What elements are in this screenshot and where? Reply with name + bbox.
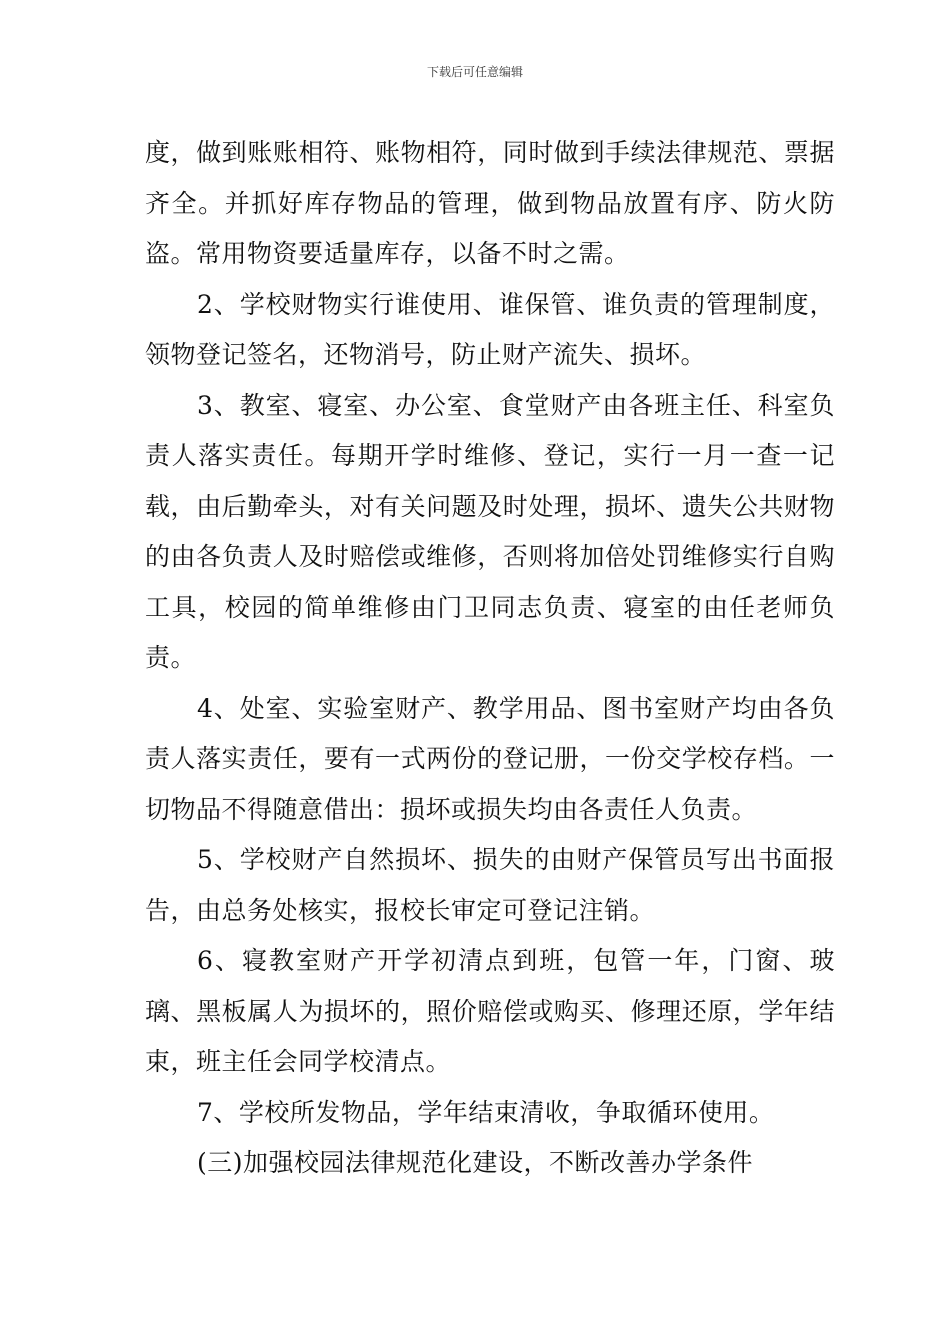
section-heading: (三)加强校园法律规范化建设，不断改善办学条件	[197, 1148, 754, 1177]
paragraph-item-4: 4、处室、实验室财产、教学用品、图书室财产均由各负责人落实责任，要有一式两份的登记册，一份交学校存档。一切物品不得随意借出：损坏或损失均由各责任人负责。	[145, 693, 835, 824]
paragraph-item-2: 2、学校财物实行谁使用、谁保管、谁负责的管理制度，领物登记签名，还物消号，防止财产流失、损坏。	[145, 289, 835, 369]
paragraph-continuation: 度，做到账账相符、账物相符，同时做到手续法律规范、票据齐全。并抓好库存物品的管理，做到物品放置有序、防火防盗。常用物资要适量库存，以备不时之需。	[145, 138, 835, 268]
page-header: 下载后可任意编辑	[426, 65, 523, 79]
paragraph-item-3: 3、教室、寝室、办公室、食堂财产由各班主任、科室负责人落实责任。每期开学时维修、登记，实行一月一查一记载，由后勤牵头，对有关问题及时处理，损坏、遗失公共财物的由各负责人及时赔偿或维修，否则将加倍处罚维修实行自购工具，校园的简单维修由门卫同志负责、寝室的由任老师负责。	[145, 390, 835, 672]
paragraph-item-6: 6、寝教室财产开学初清点到班，包管一年，门窗、玻璃、黑板属人为损坏的，照价赔偿或购买、修理还原，学年结束，班主任会同学校清点。	[145, 946, 835, 1076]
paragraph-item-5: 5、学校财产自然损坏、损失的由财产保管员写出书面报告，由总务处核实，报校长审定可登记注销。	[145, 845, 835, 925]
paragraph-item-7: 7、学校所发物品，学年结束清收，争取循环使用。	[197, 1097, 775, 1127]
document-body	[145, 128, 835, 1189]
